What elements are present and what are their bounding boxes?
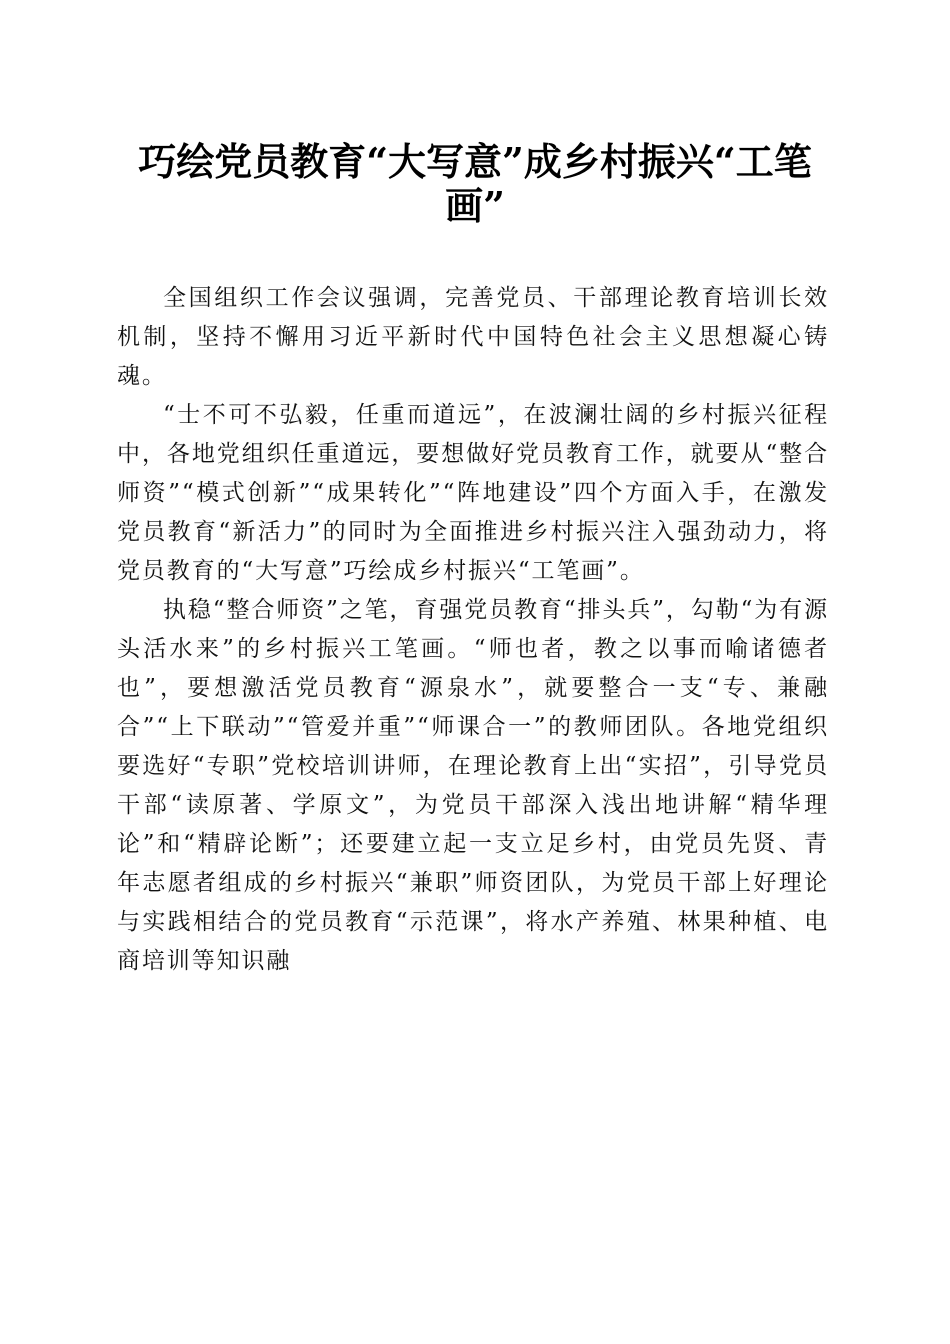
document-body	[117, 279, 829, 981]
paragraph-2: “士不可不弘毅，任重而道远”，在波澜壮阔的乡村振兴征程中，各地党组织任重道远，要想做好党员教育工作，就要从“整合师资”“模式创新”“成果转化”“阵地建设”四个方面入手，在激发党员教育“新活力”的同时为全面推进乡村振兴注入强劲动力，将党员教育的“大写意”巧绘成乡村振兴“工笔画”。	[117, 402, 829, 584]
paragraph-3: 执稳“整合师资”之笔，育强党员教育“排头兵”，勾勒“为有源头活水来”的乡村振兴工笔画。“师也者，教之以事而喻诸德者也”，要想激活党员教育“源泉水”，就要整合一支“专、兼融合”“上下联动”“管爱并重”“师课合一”的教师团队。各地党组织要选好“专职”党校培训讲师，在理论教育上出“实招”，引导党员干部“读原著、学原文”，为党员干部深入浅出地讲解“精华理论”和“精辟论断”；还要建立起一支立足乡村，由党员先贤、青年志愿者组成的乡村振兴“兼职”师资团队，为党员干部上好理论与实践相结合的党员教育“示范课”，将水产养殖、林果种植、电商培训等知识融	[117, 597, 829, 974]
paragraph-1: 全国组织工作会议强调，完善党员、干部理论教育培训长效机制，坚持不懈用习近平新时代中国特色社会主义思想凝心铸魂。	[117, 285, 829, 389]
document-title: 巧绘党员教育“大写意”成乡村振兴“工笔画”	[138, 139, 812, 228]
